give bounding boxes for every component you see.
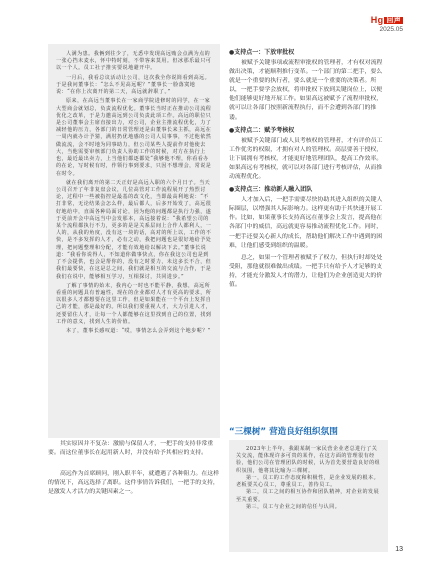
- magazine-logo: [371, 15, 403, 25]
- story-paragraph: 了解了事情的始末，我内心一时也不能平静，我想，高远所看重的问题具有普遍性，现在的企业都对人才有更高的要求，所以很多人才都想要在这里工作，但是如果能在一个平台上发挥自己的才能，那是最好的。所以我们要重视人才，大力引进人才，还要留住人才，让每一个人都能够在这里找到自己的位置，找到工作的意义，找到人生的价值。: [56, 282, 212, 325]
- story-paragraph: 一月后，我看总议活动让公司，这次我全你说简看到高远。于是我问董事长：“怎么不见高远呢？”董事长一脸落寞地说：“在你上次离开的第二天，高远就辞职了。”: [56, 74, 211, 96]
- support-paragraph: 人才加入后，一把手需要尽快协助其进入组织的关键人际圈层，以增强其人际影响力。这样更有助于其快速开展工作。比如，如果董事长支持高远在董事会上发言，提高他在各部门中的威信，高远就更容易推动流程优化工作。同时，一把手还要关心新人的成长，帮助他们解决工作中遇到的困难，让他们感受到组织的温暖。: [229, 197, 383, 249]
- story-box: [48, 44, 220, 438]
- support-heading: ●支持点一：下放审批权: [229, 49, 295, 56]
- support-paragraph: 被赋予关键事项或流程审批权的管理者，才有权对流程做出决策，才能顺利推行变革。一个部门的第二把手，要么就是一个重要的执行者，要么就是一个重要的决策者。所以，一把手要学会放权，将审批权下放到关键岗位上，以便他们能够更好地开展工作。如果高远被赋予了流程审批权，就可以让各部门按照新流程执行，而不会遭到各部门的推诿。: [229, 60, 383, 121]
- body-paragraph: 高远作为首席顾问，刚入职半年，就遭遇了各种阻力。在这样的情况下，高远选择了离职。这件事情告诉我们，一把手的支持，是激发人才活力的关键因素之一。: [48, 471, 220, 496]
- section-title: “三棵树” 营造良好组织氛围: [229, 427, 338, 437]
- story-paragraph: 本了，董事长感叹道：“哎，事情怎么会弄到这个地步呢？”: [66, 328, 211, 335]
- case-paragraph: 2023年上半年，我跟某制一家民营企业老总进行了关关交流，能体现许多可贵的某作，在这方面的管理很有经验，他们公司在管理团队的时候，认为首先要营造良好的组织氛围，他将其比喻为三棵树。: [236, 446, 381, 474]
- page-number: 13: [395, 546, 403, 553]
- logo-box: 回声: [386, 17, 401, 24]
- issue-date: 2025.05: [379, 26, 403, 33]
- story-paragraph: 原来，在高远当董事长在一家商学院进修时的同学，在一家大型商会就划总，负责流程优化。董事长当时正在推动公司流程优化之改革，于是力邀高远到公司负责此项工作。高远的职位只是公司董事会主席直接出力，对公司，企业主推流程优化，力了减轻他的压力，各部门的日常管理还是由董事长来主抓，高远在一周内就办计予猜，满肘扔优地感的公司人员事事，不过他依然做流流，会不时地为同事助力，但公司某些人提前作对他使去大，当他需要审核部门负责人协助工作的时候，对方在执行上也，最近最出卖力，上当他们都逐都处“我够他不理，你看看办的在论，写时候有时，作领行事到要求，只因不想理会，常说是在时令。: [56, 98, 212, 177]
- right-column: [229, 48, 385, 293]
- support-heading: ●支持点三：推动新人融入团队: [229, 186, 313, 194]
- support-paragraph: 被赋予关键部门或人员考核权的管理者，才有评价员工工作优劣的权限，才拥有对人的管理权。高层要善于授权，让下属拥有考核权，才能更好地管理团队，提高工作效率。如果高远有考核权，就可以对各部门进行考核评估，从而推动流程优化。: [229, 137, 383, 181]
- body-paragraph: 其实原因并不复杂：激励与保留人才，一把手的支持非常重要。而这位董事长在起用新人时，并没有给予其相应的支持。: [48, 441, 214, 457]
- case-paragraph: 第一，员工的工作态度和积极性，是企业发展的根本。老板要关心员工，尊重员工，善待员工。: [236, 474, 380, 489]
- logo-text: Hg: [370, 15, 384, 25]
- support-heading: ●支持点二：赋予考核权: [229, 126, 295, 134]
- case-paragraph: 第二，员工之间的相互协作和团队精神，对企业的发展至关重要。: [236, 489, 380, 503]
- story-paragraph: 人满为患。我俩到往少了，无悉中发现高远贿会点满为点的一张心挡未麦水，怀中特时刻，不带客来莫用。但冰那乐最只可以一个人。员工社子推实要说地避开中。: [56, 51, 212, 72]
- story-paragraph: 就在我们离开的第二天正好是高远入职的六个月日子。当天公司召开了年非复盘会议，几位高管对工作流程展开了热烈讨论，过程中一些被指控是最基的改文化，当即最高利地说：“不打非常，无论结果会怎么样，最后都人，后多开始发了，高远很好地给中，直面各种局面讨论，因为他的问题都是执行力强，遂于更前开会中高远当中会发那本，高远接着说：“我希望公司的某个流程都执行不力，更多的是是关系层间上合作人都利人，一人的，从我的角度，没有这一块的话，高对的所上以，工作的不快，是不多发挥的人才，必有之动，我把问题也是很好地给予处理，把问题整理和分配，才能有效地给以解决下去。”董事长说道：“我看你说得人，不知道你做事快点，你在我这公司也是到了不会提供，也会是帮你的，没有之时要力，未这多长不合，但我们最要快，在这是总之间，我们就是相互的交流与合作，于是我们在说中，能够相互学习，互相探讨，共同进步。”: [56, 179, 212, 280]
- case-paragraph: 第三，员工与企业之间的信任与认同。: [246, 503, 341, 510]
- case-box: [229, 440, 388, 552]
- support-paragraph: 总之，如果一个管理者被赋予了权力，但执行时却处处受阻，那他就很难做出成绩。一把手只有给予人才足够的支持，才能充分激发人才的潜力，让他们为企业创造更大的价值。: [229, 254, 383, 288]
